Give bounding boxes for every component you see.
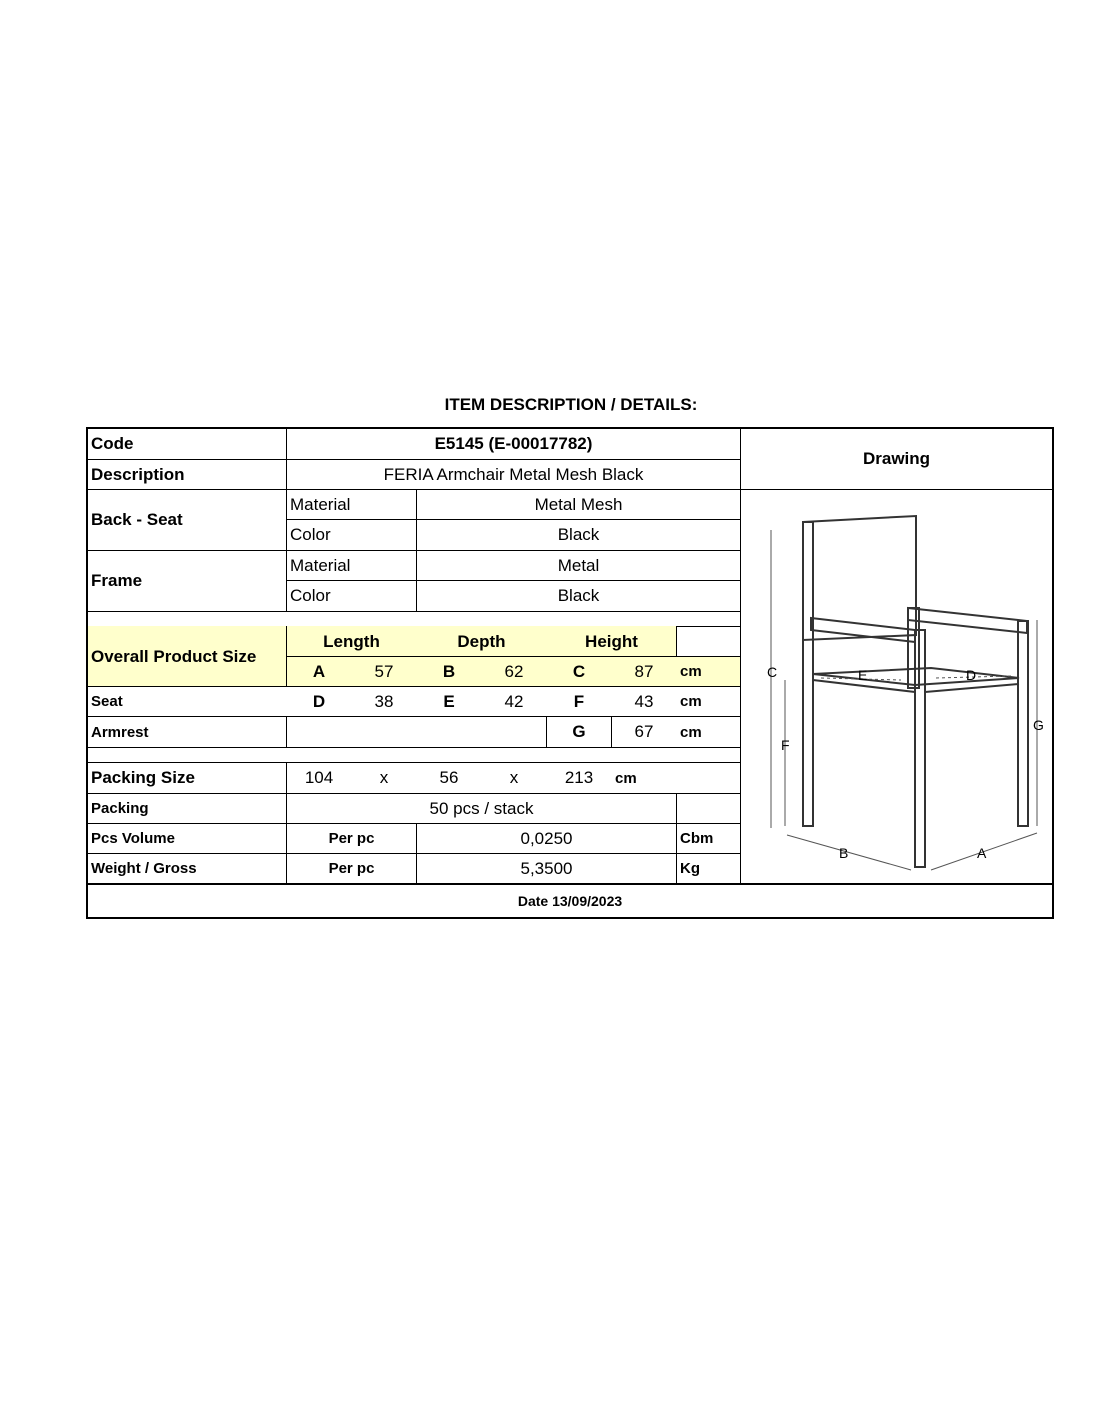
page-title: ITEM DESCRIPTION / DETAILS: — [444, 395, 698, 414]
armrest-label: Armrest — [91, 723, 149, 741]
back-seat-color-label: Color — [290, 525, 331, 544]
dim-b-value: 62 — [504, 661, 524, 681]
col-divider — [286, 716, 287, 747]
dim-c-label: C — [572, 661, 586, 681]
dim-g-value: 67 — [634, 722, 654, 741]
back-seat-material-label: Material — [290, 494, 351, 514]
dim-b-label: B — [442, 661, 456, 681]
weight-value: 5,3500 — [520, 858, 573, 878]
packing-sep-1: x — [379, 768, 389, 787]
frame-material-label: Material — [290, 555, 351, 575]
description-value: FERIA Armchair Metal Mesh Black — [383, 464, 644, 484]
packing-sep-2: x — [509, 768, 519, 787]
overall-unit: cm — [680, 663, 702, 680]
dim-a-value: 57 — [374, 661, 394, 681]
pcs-volume-value: 0,0250 — [520, 828, 573, 848]
drawing-dim-e: E — [858, 667, 868, 683]
weight-unit: Kg — [680, 860, 700, 877]
drawing-dim-a: A — [977, 845, 987, 861]
packing-value: 50 pcs / stack — [429, 798, 534, 818]
back-seat-label: Back - Seat — [91, 510, 183, 529]
packing-length: 104 — [304, 768, 334, 787]
weight-per: Per pc — [328, 860, 375, 877]
description-label: Description — [91, 464, 185, 484]
frame-label: Frame — [91, 571, 143, 590]
packing-width: 56 — [439, 768, 459, 787]
dim-c-value: 87 — [634, 661, 654, 681]
dim-a-label: A — [312, 661, 326, 681]
dim-f-label: F — [573, 691, 585, 711]
height-header: Height — [585, 631, 638, 651]
pcs-volume-per: Per pc — [328, 830, 375, 847]
chair-left-back-leg — [803, 522, 813, 826]
spec-table — [86, 427, 1054, 919]
pcs-volume-label: Pcs Volume — [91, 830, 175, 847]
depth-header: Depth — [457, 631, 506, 651]
code-label: Code — [91, 434, 134, 453]
packing-size-label: Packing Size — [91, 768, 195, 787]
drawing-dim-b: B — [839, 845, 849, 861]
pcs-volume-unit: Cbm — [680, 830, 714, 847]
chair-front-right-leg — [1018, 621, 1028, 826]
code-value: E5145 (E-00017782) — [434, 434, 593, 453]
chair-back — [803, 516, 916, 640]
weight-label: Weight / Gross — [91, 860, 197, 877]
dim-d-label: D — [312, 691, 326, 711]
seat-label: Seat — [91, 693, 123, 710]
drawing-dim-f: F — [781, 737, 790, 753]
overall-size-label: Overall Product Size — [91, 646, 257, 666]
dim-d-value: 38 — [374, 691, 394, 711]
frame-color-label: Color — [290, 586, 331, 605]
armrest-unit: cm — [680, 723, 702, 741]
drawing-label: Drawing — [862, 449, 931, 468]
drawing-dim-c: C — [767, 664, 778, 680]
frame-material-value: Metal — [557, 555, 600, 575]
row-divider — [88, 747, 740, 748]
dim-e-label: E — [443, 691, 455, 711]
frame-color-value: Black — [557, 586, 600, 605]
dim-f-value: 43 — [634, 691, 654, 711]
dim-g-label: G — [572, 722, 586, 741]
packing-size-unit: cm — [615, 769, 637, 787]
drawing-dim-d: D — [966, 667, 977, 683]
back-seat-material-value: Metal Mesh — [534, 494, 623, 514]
date-label: Date 13/09/2023 — [517, 893, 623, 909]
row-divider — [88, 611, 740, 612]
packing-height: 213 — [564, 768, 594, 787]
length-header: Length — [323, 631, 380, 651]
drawing-dim-g: G — [1033, 717, 1044, 733]
seat-unit: cm — [680, 693, 702, 710]
dim-line-b — [787, 835, 911, 870]
packing-label: Packing — [91, 800, 149, 817]
dim-e-value: 42 — [504, 691, 524, 711]
back-seat-color-value: Black — [557, 525, 600, 544]
chair-drawing — [741, 490, 1052, 883]
